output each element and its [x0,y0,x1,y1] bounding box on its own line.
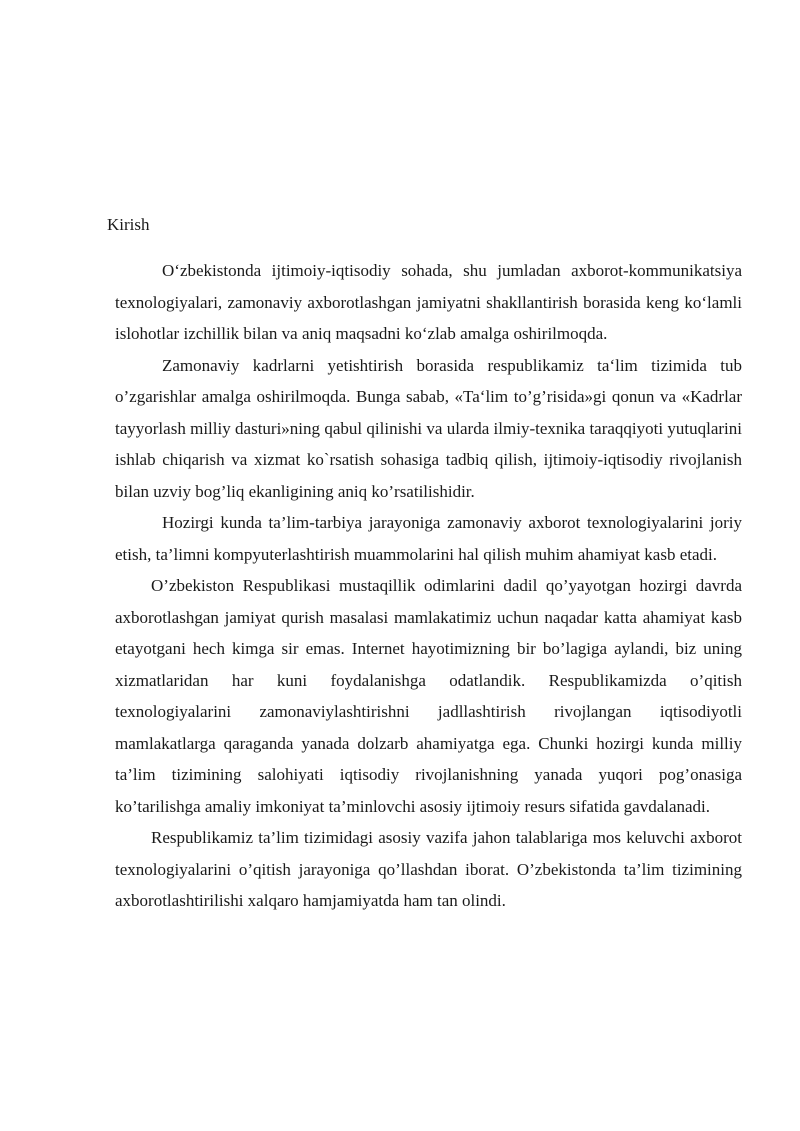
paragraph-5: Respublikamiz ta’lim tizimidagi asosiy vazifa jahon talablariga mos keluvchi axborot texnologiyalarini o’qitish jarayoniga qo’llashdan iborat. O’zbekistonda ta’lim tizimining axborotlashtirilishi xalqaro hamjamiyatda ham tan olindi. [115,828,742,910]
paragraph-2: Zamonaviy kadrlarni yetishtirish borasida respublikamiz ta‘lim tizimida tub o’zgarishlar amalga oshirilmoqda. Bunga sabab, «Ta‘lim to’g’risida»gi qonun va «Kadrlar tayyorlash milliy dasturi»ning qabul qilinishi va ularda ilmiy-texnika taraqqiyoti yutuqlarini ishlab chiqarish va xizmat ko`rsatish sohasiga tadbiq qilish, ijtimoiy-iqtisodiy rivojlanish bilan uzviy bog’liq ekanligining aniq ko’rsatilishidir. [115,355,742,501]
paragraph-1: O‘zbekistonda ijtimoiy-iqtisodiy sohada, shu jumladan axborot-kommunikatsiya texnologiyalari, zamonaviy axborotlashgan jamiyatni shakllantirish borasida keng ko‘lamli islohotlar izchillik bilan va aniq maqsadni ko‘zlab amalga oshirilmoqda. [115,261,742,343]
paragraph-4: O’zbekiston Respublikasi mustaqillik odimlarini dadil qo’yayotgan hozirgi davrda axborotlashgan jamiyat qurish masalasi mamlakatimiz uchun naqadar katta ahamiyat kasb etayotgani hech kimga sir emas. Internet hayotimizning bir bo’lagiga aylandi, biz uning xizmatlaridan har kuni foydalanishga odatlandik. Respublikamizda o’qitish texnologiyalarini zamonaviylashtirishni jadllashtirish rivojlangan iqtisodiyotli mamlakatlarga qaraganda yanada dolzarb ahamiyatga ega. Chunki hozirgi kunda milliy ta’lim tizimining salohiyati iqtisodiy rivojlanishning yanada yuqori pog’onasiga ko’tarilishga amaliy imkoniyat ta’minlovchi asosiy ijtimoiy resurs sifatida gavdalanadi. [115,576,742,816]
body-text [115,255,742,917]
section-heading: Kirish [107,215,150,234]
paragraph-3: Hozirgi kunda ta’lim-tarbiya jarayoniga zamonaviy axborot texnologiyalarini joriy etish, ta’limni kompyuterlashtirish muammolarini hal qilish muhim ahamiyat kasb etadi. [115,513,742,564]
